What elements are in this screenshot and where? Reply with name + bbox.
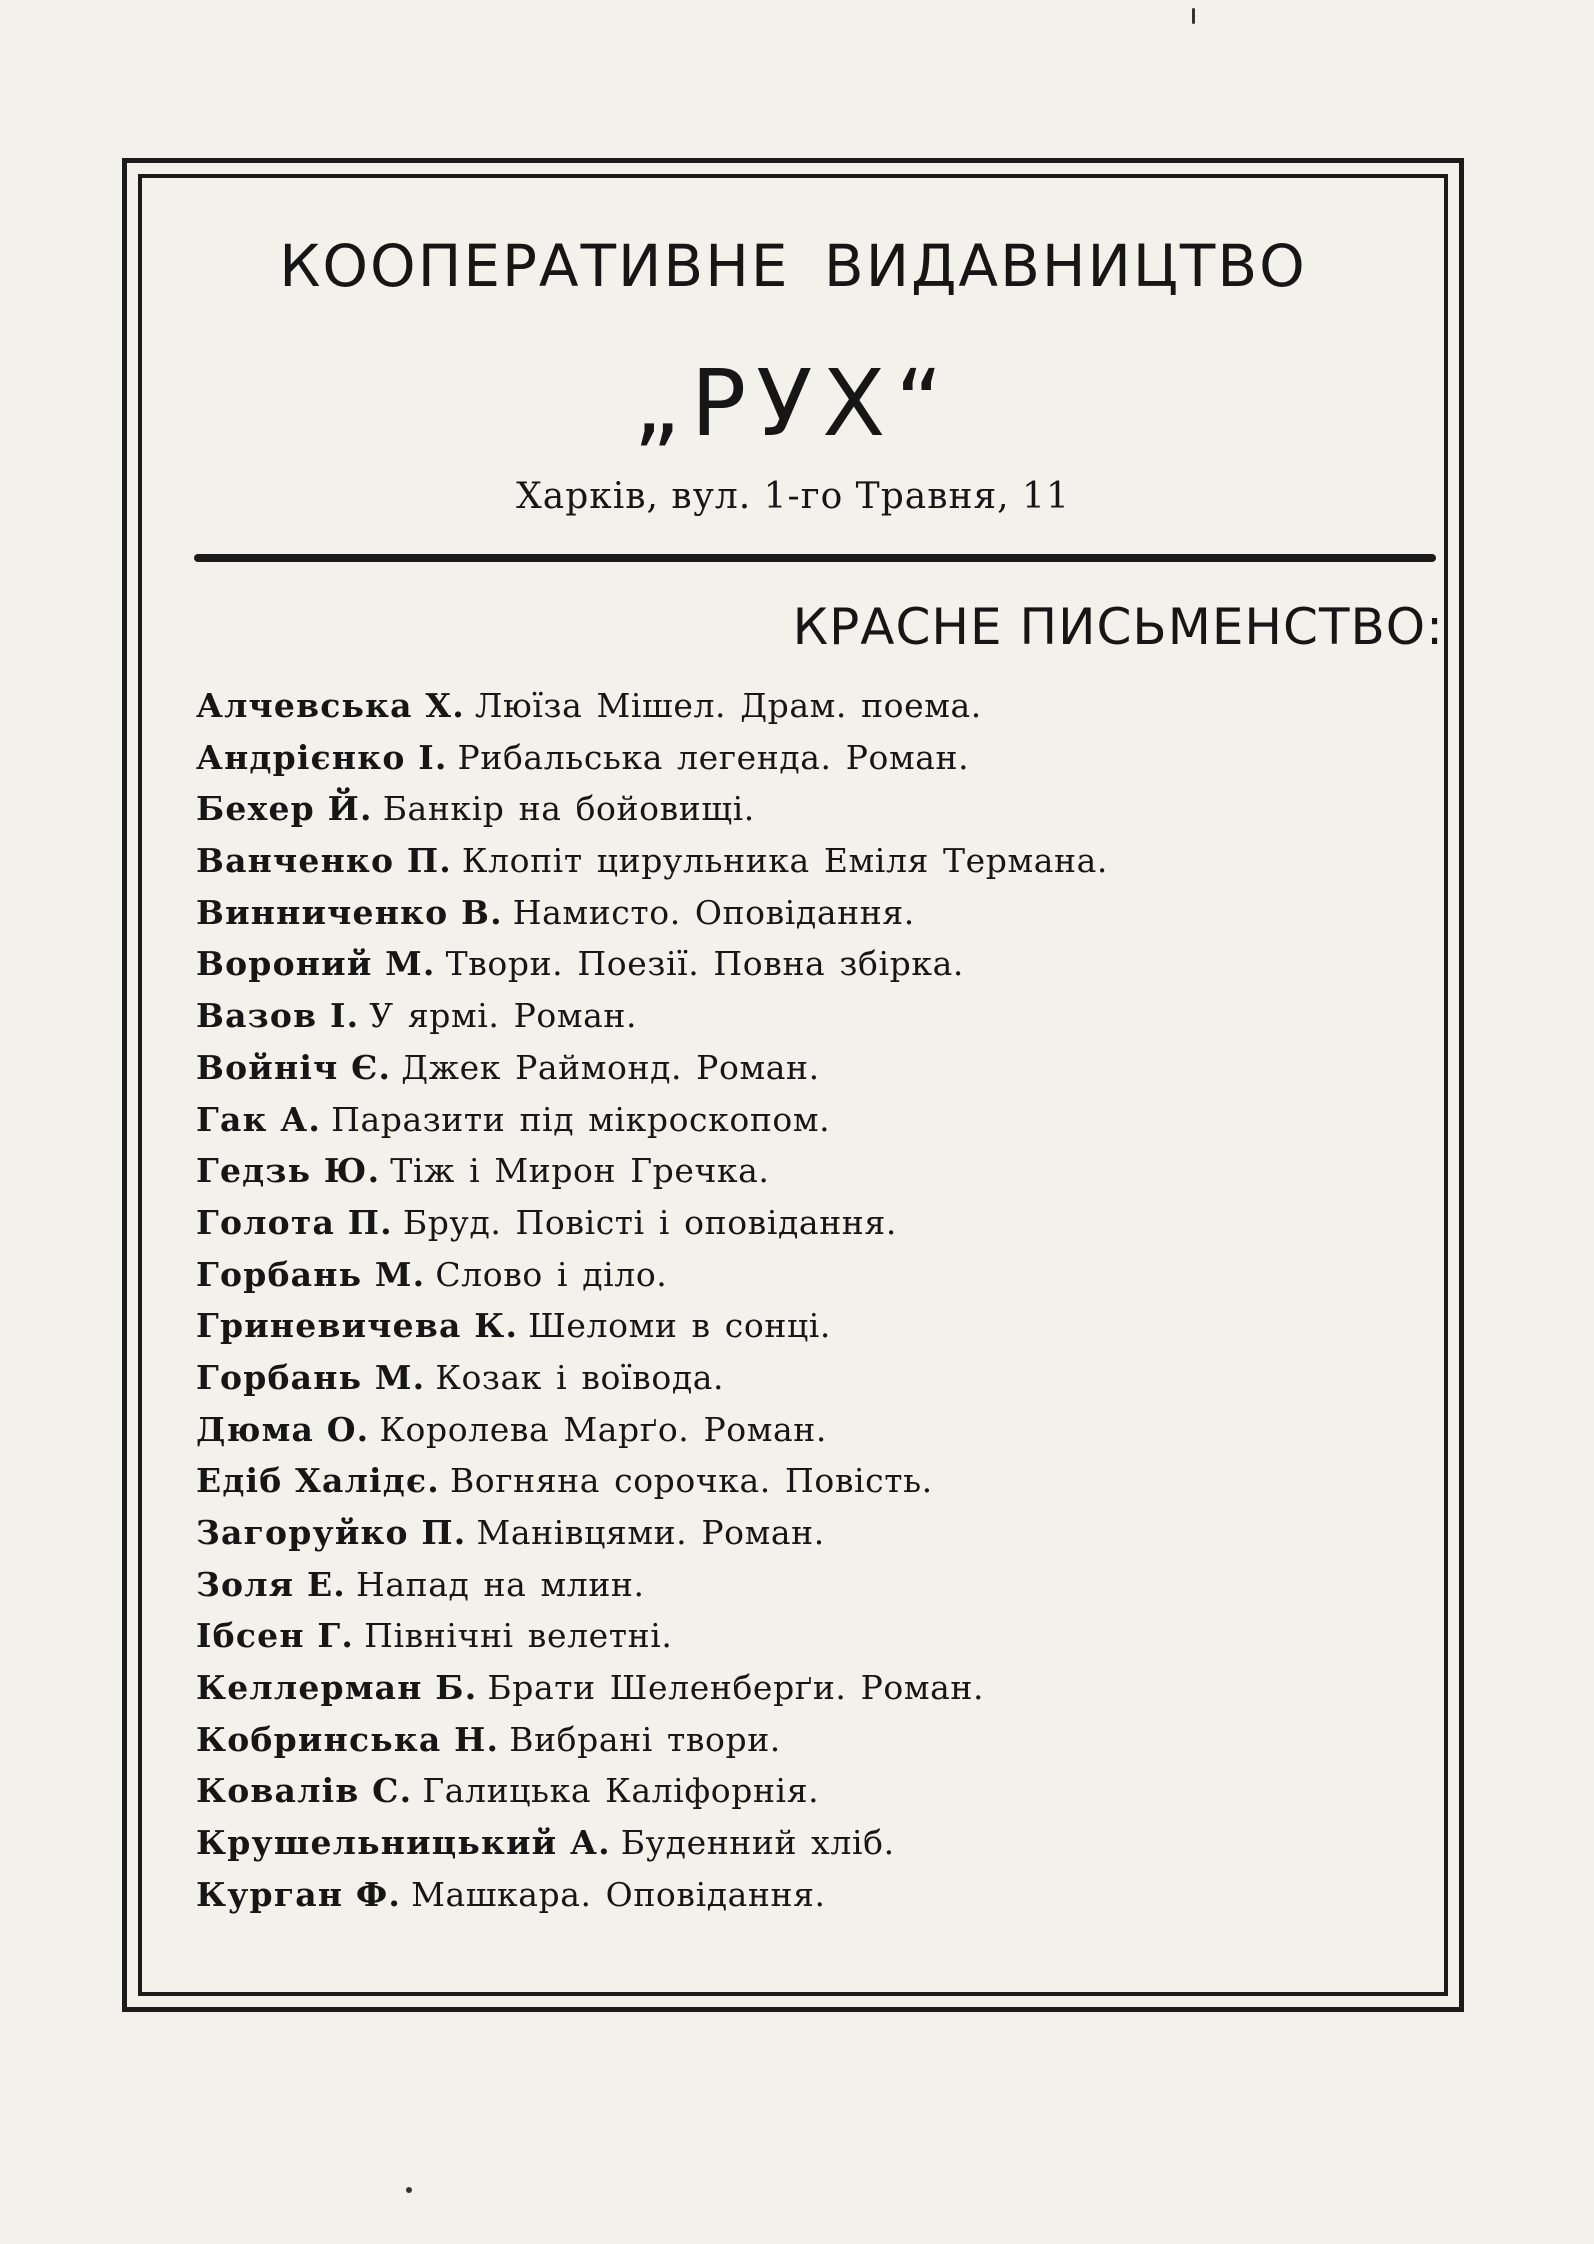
book-author: Горбань М. — [196, 1254, 426, 1294]
list-item — [196, 1300, 1426, 1352]
book-title: Брати Шеленберґи. Роман. — [487, 1668, 985, 1708]
list-item — [196, 1249, 1426, 1301]
list-item — [196, 887, 1426, 939]
book-title: Паразити під мікроскопом. — [331, 1099, 831, 1139]
list-item — [196, 1352, 1426, 1404]
list-item — [196, 783, 1426, 835]
book-author: Дюма О. — [196, 1409, 370, 1449]
book-title: Шеломи в сонці. — [528, 1306, 832, 1346]
book-title: Машкара. Оповідання. — [411, 1874, 826, 1914]
book-title: Слово і діло. — [435, 1254, 668, 1294]
book-title: Козак і воївода. — [435, 1357, 725, 1397]
list-item — [196, 1662, 1426, 1714]
list-item — [196, 1042, 1426, 1094]
header-divider — [194, 554, 1436, 562]
book-title: Королева Марґо. Роман. — [379, 1409, 827, 1449]
list-item — [196, 1197, 1426, 1249]
book-title: Буденний хліб. — [620, 1823, 895, 1863]
book-author: Алчевська Х. — [196, 686, 465, 725]
list-item — [196, 1610, 1426, 1662]
book-title: Манівцями. Роман. — [476, 1513, 825, 1552]
book-author: Вороний М. — [196, 944, 436, 984]
book-title: Клопіт цирульника Еміля Термана. — [461, 841, 1109, 881]
book-author: Загоруйко П. — [196, 1513, 467, 1552]
book-author: Бехер Й. — [196, 789, 373, 829]
book-author: Кобринська Н. — [196, 1719, 500, 1759]
publisher-name: „РУХ“ — [633, 350, 953, 457]
book-title: Намисто. Оповідання. — [512, 892, 915, 932]
book-title: У ярмі. Роман. — [369, 996, 638, 1036]
book-title: Джек Раймонд. Роман. — [401, 1047, 820, 1087]
book-author: Войніч Є. — [196, 1047, 392, 1087]
book-author: Горбань М. — [196, 1357, 426, 1397]
publisher-heading: КООПЕРАТИВНЕ ВИДАВНИЦТВО — [279, 232, 1307, 300]
print-speck — [406, 2187, 412, 2193]
book-title: Вибрані твори. — [509, 1719, 781, 1759]
list-item — [196, 1869, 1426, 1921]
list-item — [196, 1455, 1426, 1507]
list-item — [196, 1559, 1426, 1611]
book-author: Гриневичева К. — [196, 1306, 519, 1346]
book-author: Ібсен Г. — [196, 1616, 355, 1656]
book-title: Напад на млин. — [356, 1564, 645, 1604]
book-title: Північні велетні. — [364, 1616, 673, 1656]
book-author: Курган Ф. — [196, 1874, 402, 1914]
book-title: Тіж і Мирон Гречка. — [390, 1151, 770, 1191]
list-item — [196, 1765, 1426, 1817]
book-title: Бруд. Повісті і оповідання. — [402, 1202, 897, 1242]
book-author: Гак А. — [196, 1099, 322, 1139]
book-title: Люїза Мішел. Драм. поема. — [474, 686, 982, 725]
list-item — [196, 1404, 1426, 1456]
book-list — [196, 680, 1426, 1921]
book-author: Ванченко П. — [196, 841, 452, 881]
list-item — [196, 835, 1426, 887]
list-item — [196, 1145, 1426, 1197]
list-item — [196, 1817, 1426, 1869]
book-author: Голота П. — [196, 1202, 393, 1242]
list-item — [196, 990, 1426, 1042]
book-author: Золя Е. — [196, 1564, 346, 1604]
book-author: Крушельницький А. — [196, 1823, 611, 1863]
section-title: КРАСНЕ ПИСЬМЕНСТВО: — [792, 598, 1444, 656]
book-author: Едіб Халідє. — [196, 1461, 440, 1501]
book-title: Рибальська легенда. Роман. — [457, 737, 970, 777]
book-author: Андрієнко І. — [196, 737, 448, 777]
list-item — [196, 1507, 1426, 1559]
book-title: Банкір на бойовищі. — [382, 789, 755, 829]
book-author: Гедзь Ю. — [196, 1151, 381, 1191]
book-title: Вогняна сорочка. Повість. — [449, 1461, 933, 1501]
list-item — [196, 1714, 1426, 1766]
list-item — [196, 1094, 1426, 1146]
book-author: Ковалів С. — [196, 1771, 413, 1811]
book-author: Вазов І. — [196, 996, 360, 1036]
list-item — [196, 732, 1426, 784]
book-title: Твори. Поезії. Повна збірка. — [445, 944, 964, 984]
book-author: Винниченко В. — [196, 892, 503, 932]
list-item — [196, 680, 1426, 732]
print-speck — [1192, 8, 1195, 24]
book-author: Келлерман Б. — [196, 1668, 478, 1708]
list-item — [196, 938, 1426, 990]
publisher-address: Харків, вул. 1-го Травня, 11 — [516, 476, 1070, 517]
book-title: Галицька Каліфорнія. — [422, 1771, 820, 1811]
